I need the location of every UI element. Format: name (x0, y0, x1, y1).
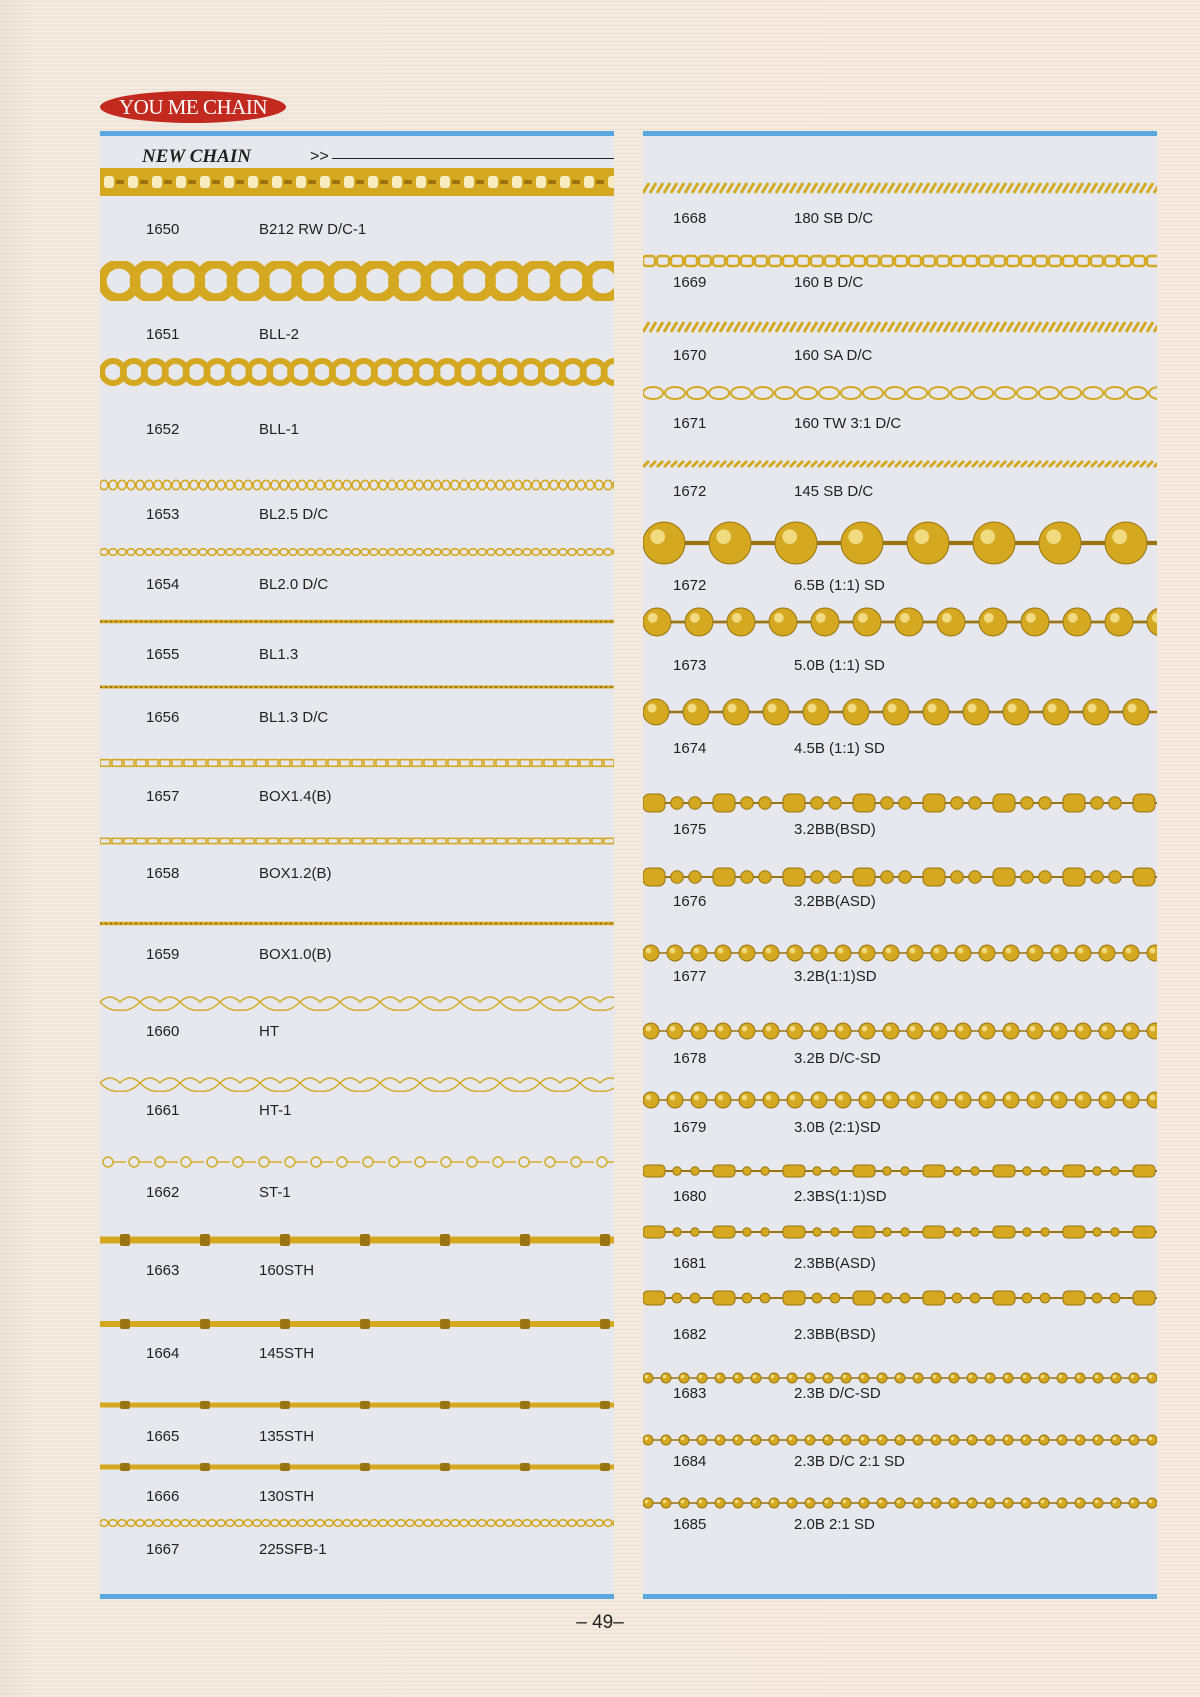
chain-name: 145STH (259, 1345, 315, 1362)
chain-image-1659 (100, 920, 614, 927)
chain-name: 145 SB D/C (794, 483, 874, 500)
chain-code: 1684 (673, 1453, 707, 1470)
chain-image-1653 (100, 478, 614, 492)
chain-image-1666 (100, 1462, 614, 1472)
chain-image-1664 (100, 1318, 614, 1330)
chain-name: 5.0B (1:1) SD (794, 657, 885, 674)
page-number: – 49– (576, 1612, 624, 1633)
chain-name: HT (259, 1023, 279, 1040)
chain-name: 2.0B 2:1 SD (794, 1516, 875, 1533)
chain-name: 225SFB-1 (259, 1541, 327, 1558)
chain-name: 3.0B (2:1)SD (794, 1119, 881, 1136)
chain-code: 1663 (146, 1262, 180, 1279)
chain-name: 3.2B D/C-SD (794, 1050, 881, 1067)
chain-name: 2.3BB(ASD) (794, 1255, 876, 1272)
section-title-rule (332, 158, 614, 159)
left-panel (100, 131, 614, 1599)
chain-code: 1676 (673, 893, 707, 910)
chain-name: BLL-1 (259, 421, 300, 438)
chain-name: 3.2BB(BSD) (794, 821, 876, 838)
chain-name: BOX1.2(B) (259, 865, 332, 882)
chain-code: 1656 (146, 709, 180, 726)
chain-code: 1657 (146, 788, 180, 805)
chain-name: 180 SB D/C (794, 210, 874, 227)
chain-name: 2.3BB(BSD) (794, 1326, 876, 1343)
chain-image-1661 (100, 1073, 614, 1093)
chain-image-1663 (100, 1233, 614, 1247)
chain-name: 2.3B D/C 2:1 SD (794, 1453, 905, 1470)
chain-name: ST-1 (259, 1184, 291, 1201)
brand-badge: YOU ME CHAIN (100, 91, 286, 123)
chain-image-1668 (643, 181, 1157, 195)
chain-image-1656 (100, 684, 614, 690)
chain-code: 1661 (146, 1102, 180, 1119)
chain-image-1671 (643, 385, 1157, 401)
chain-code: 1679 (673, 1119, 707, 1136)
chain-code: 1669 (673, 274, 707, 291)
chain-code: 1680 (673, 1188, 707, 1205)
chain-image-1673 (643, 607, 1157, 637)
chain-image-1676 (643, 866, 1157, 888)
chain-name: BOX1.4(B) (259, 788, 332, 805)
chain-code: 1653 (146, 506, 180, 523)
chain-name: 2.3B D/C-SD (794, 1385, 881, 1402)
section-arrow: >> (310, 148, 329, 165)
chain-code: 1672 (673, 577, 707, 594)
chain-name: 4.5B (1:1) SD (794, 740, 885, 757)
chain-image-1657 (100, 758, 614, 768)
chain-name: 2.3BS(1:1)SD (794, 1188, 887, 1205)
chain-image-1667 (100, 1518, 614, 1528)
chain-code: 1658 (146, 865, 180, 882)
chain-image-1652 (100, 358, 614, 386)
chain-image-1655 (100, 618, 614, 625)
chain-name: 160 TW 3:1 D/C (794, 415, 902, 432)
chain-image-1674 (643, 698, 1157, 726)
chain-name: 3.2B(1:1)SD (794, 968, 877, 985)
chain-code: 1666 (146, 1488, 180, 1505)
chain-image-1679 (643, 1091, 1157, 1109)
chain-image-1683 (643, 1372, 1157, 1384)
chain-image-1654 (100, 547, 614, 557)
chain-name: BLL-2 (259, 326, 300, 343)
chain-name: BL1.3 (259, 646, 299, 663)
chain-name: BL2.0 D/C (259, 576, 329, 593)
chain-code: 1670 (673, 347, 707, 364)
chain-code: 1681 (673, 1255, 707, 1272)
chain-code: 1655 (146, 646, 180, 663)
chain-image-1675 (643, 792, 1157, 814)
chain-code: 1654 (146, 576, 180, 593)
chain-code: 1668 (673, 210, 707, 227)
chain-code: 1677 (673, 968, 707, 985)
chain-name: BL1.3 D/C (259, 709, 329, 726)
chain-image-1678 (643, 1022, 1157, 1040)
chain-name: 6.5B (1:1) SD (794, 577, 885, 594)
chain-name: 135STH (259, 1428, 315, 1445)
chain-name: B212 RW D/C-1 (259, 221, 367, 238)
chain-image-1662 (100, 1154, 614, 1170)
chain-image-1669 (643, 254, 1157, 268)
chain-image-1672 (643, 521, 1157, 565)
chain-name: 160 B D/C (794, 274, 864, 291)
right-panel (643, 131, 1157, 1599)
chain-name: 3.2BB(ASD) (794, 893, 876, 910)
chain-image-1672 (643, 459, 1157, 469)
chain-image-1681 (643, 1224, 1157, 1240)
chain-image-1685 (643, 1497, 1157, 1509)
chain-image-1650 (100, 166, 614, 198)
chain-code: 1671 (673, 415, 707, 432)
chain-name: 160 SA D/C (794, 347, 873, 364)
chain-code: 1652 (146, 421, 180, 438)
chain-code: 1673 (673, 657, 707, 674)
section-title: NEW CHAIN (142, 146, 251, 167)
chain-image-1684 (643, 1434, 1157, 1446)
chain-code: 1685 (673, 1516, 707, 1533)
chain-name: 160STH (259, 1262, 315, 1279)
chain-image-1651 (100, 261, 614, 301)
chain-name: BL2.5 D/C (259, 506, 329, 523)
chain-image-1682 (643, 1289, 1157, 1307)
chain-name: BOX1.0(B) (259, 946, 332, 963)
chain-code: 1650 (146, 221, 180, 238)
chain-image-1658 (100, 837, 614, 845)
chain-code: 1683 (673, 1385, 707, 1402)
chain-image-1670 (643, 320, 1157, 334)
chain-name: 130STH (259, 1488, 315, 1505)
chain-image-1677 (643, 944, 1157, 962)
chain-code: 1662 (146, 1184, 180, 1201)
chain-image-1680 (643, 1163, 1157, 1179)
chain-code: 1678 (673, 1050, 707, 1067)
chain-name: HT-1 (259, 1102, 292, 1119)
chain-code: 1651 (146, 326, 180, 343)
chain-code: 1674 (673, 740, 707, 757)
chain-code: 1675 (673, 821, 707, 838)
chain-image-1665 (100, 1400, 614, 1410)
chain-code: 1665 (146, 1428, 180, 1445)
chain-code: 1682 (673, 1326, 707, 1343)
chain-code: 1672 (673, 483, 707, 500)
chain-code: 1667 (146, 1541, 180, 1558)
chain-image-1660 (100, 993, 614, 1011)
chain-code: 1660 (146, 1023, 180, 1040)
chain-code: 1659 (146, 946, 180, 963)
chain-code: 1664 (146, 1345, 180, 1362)
